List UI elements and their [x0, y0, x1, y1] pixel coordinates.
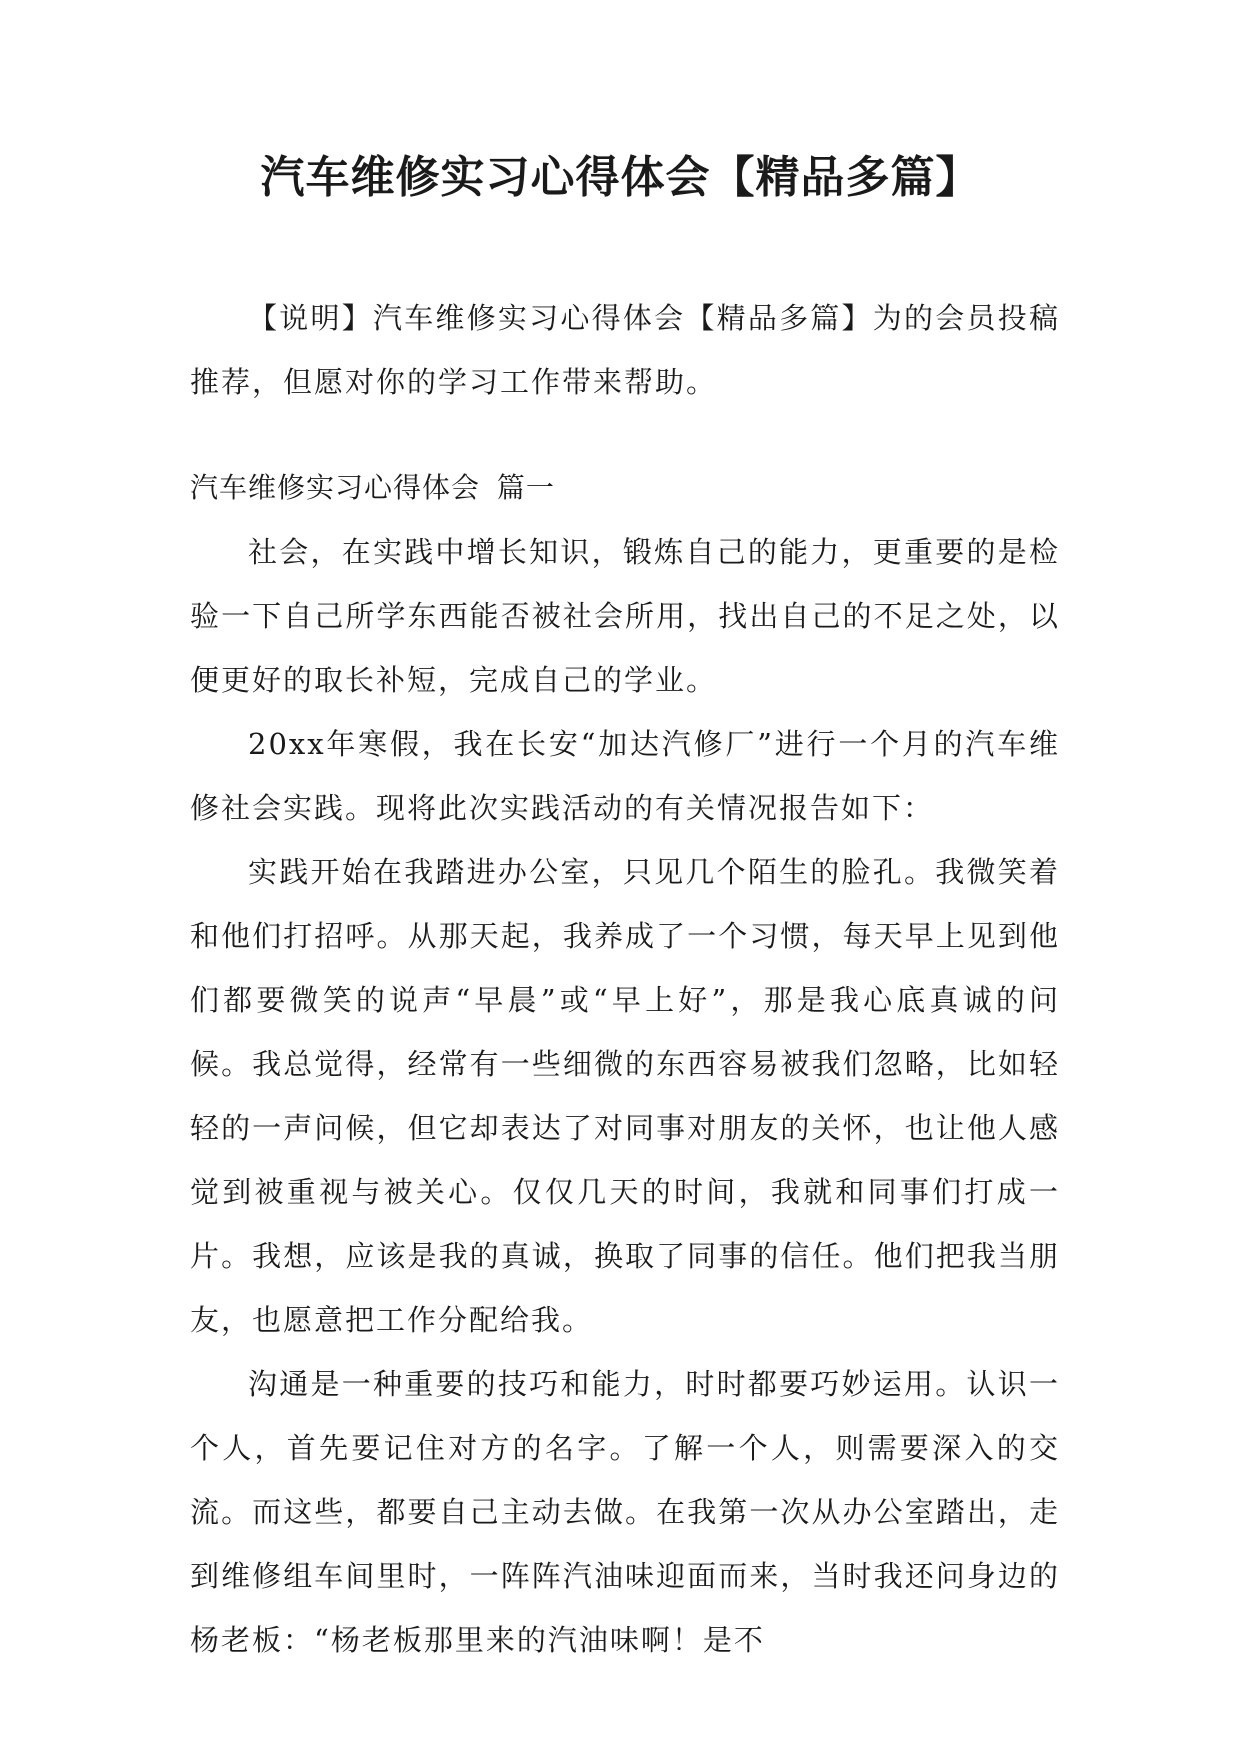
- document-body: [190, 286, 1060, 1672]
- document-note: 【说明】汽车维修实习心得体会【精品多篇】为的会员投稿推荐，但愿对你的学习工作带来帮助。: [190, 301, 1060, 399]
- body-paragraph-4: 沟通是一种重要的技巧和能力，时时都要巧妙运用。认识一个人，首先要记住对方的名字。了解一个人，则需要深入的交流。而这些，都要自己主动去做。在我第一次从办公室踏出，走到维修组车间里时，一阵阵汽油味迎面而来，当时我还问身边的杨老板：“杨老板那里来的汽油味啊！是不: [190, 1367, 1060, 1657]
- body-paragraph-3: 实践开始在我踏进办公室，只见几个陌生的脸孔。我微笑着和他们打招呼。从那天起，我养成了一个习惯，每天早上见到他们都要微笑的说声“早晨”或“早上好”，那是我心底真诚的问候。我总觉得，经常有一些细微的东西容易被我们忽略，比如轻轻的一声问候，但它却表达了对同事对朋友的关怀，也让他人感觉到被重视与被关心。仅仅几天的时间，我就和同事们打成一片。我想，应该是我的真诚，换取了同事的信任。他们把我当朋友，也愿意把工作分配给我。: [190, 855, 1060, 1337]
- body-paragraph-2: 20xx年寒假，我在长安“加达汽修厂”进行一个月的汽车维修社会实践。现将此次实践活动的有关情况报告如下：: [190, 727, 1060, 825]
- body-paragraph-1: 社会，在实践中增长知识，锻炼自己的能力，更重要的是检验一下自己所学东西能否被社会所用，找出自己的不足之处，以便更好的取长补短，完成自己的学业。: [190, 535, 1060, 697]
- document-title: 汽车维修实习心得体会【精品多篇】: [260, 152, 981, 203]
- section-heading: [190, 456, 1060, 520]
- section-part-label: 篇一: [496, 471, 555, 504]
- section-heading-text: 汽车维修实习心得体会: [190, 471, 481, 504]
